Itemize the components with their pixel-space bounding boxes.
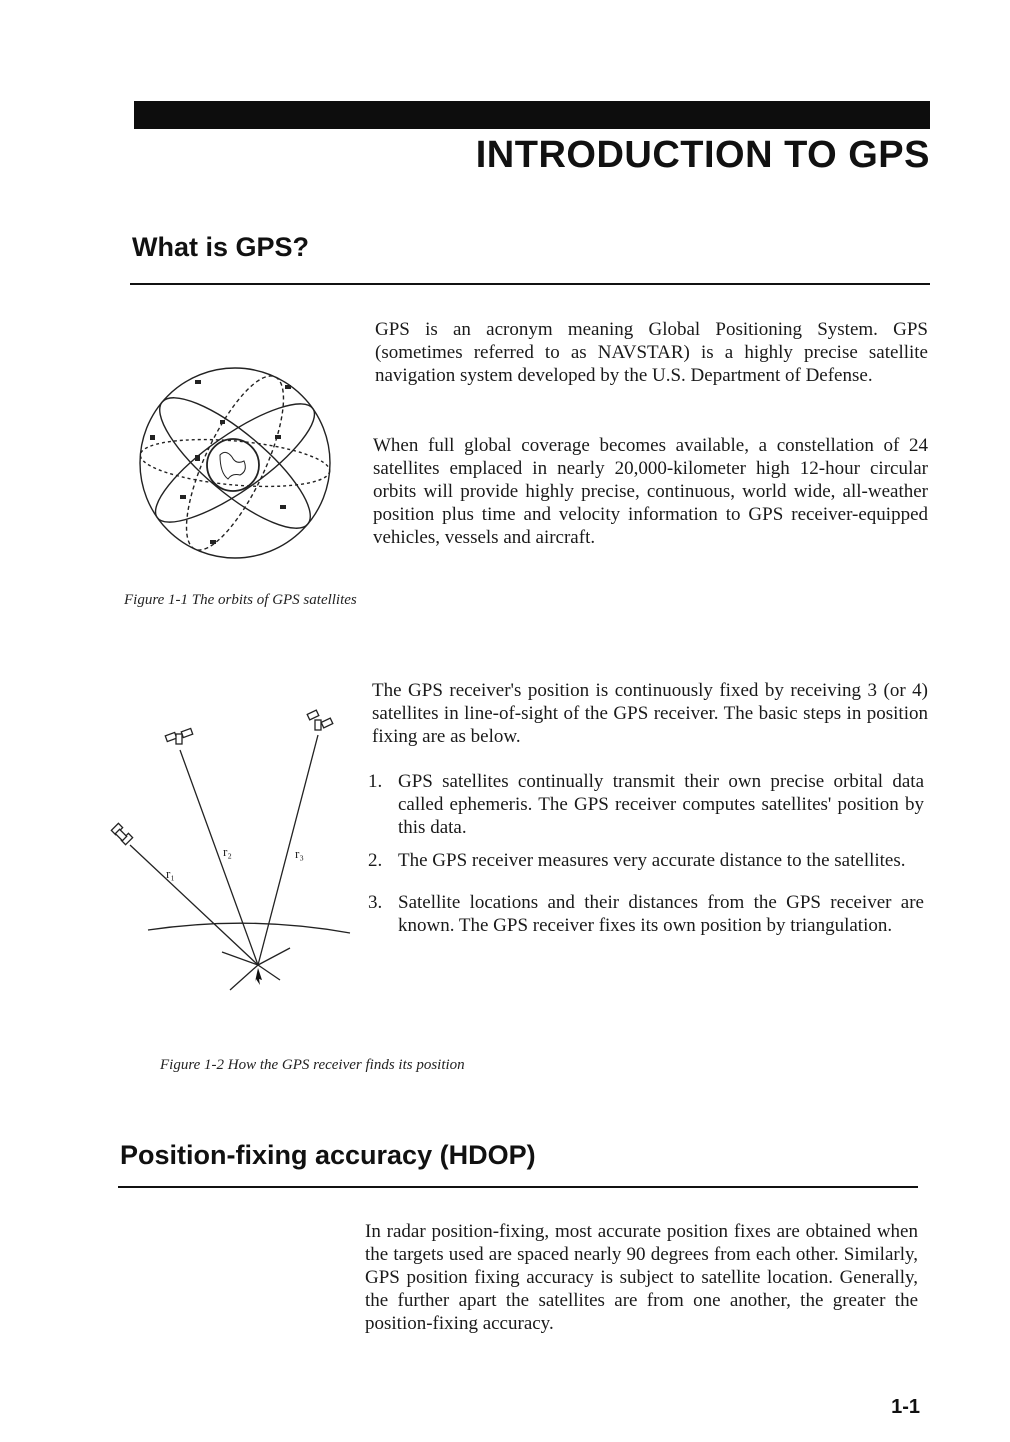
paragraph-global-coverage: When full global coverage becomes available, a constellation of 24 satellites emplaced in nearly 20,000-kilometer high 12-hour circular orbits will provide highly precise, continuous, world wide, all-weather position plus time and velocity information to GPS receiver-equipped vehicles, vessels and aircraft.	[373, 435, 928, 548]
list-item-number: 1.	[368, 771, 383, 792]
chapter-title: INTRODUCTION TO GPS	[475, 134, 930, 176]
earth-continent	[220, 452, 245, 479]
section-title-what-is-gps: What is GPS?	[132, 232, 310, 262]
satellite-icon	[275, 435, 281, 439]
section-title-hdop: Position-fixing accuracy (HDOP)	[120, 1140, 536, 1170]
earth-surface-arc	[148, 923, 350, 933]
satellite-icon	[285, 385, 291, 389]
label-r1: r₁	[166, 866, 175, 881]
satellite-icon	[195, 380, 201, 384]
list-item-number: 2.	[368, 850, 383, 871]
satellite-icon	[150, 435, 155, 440]
satellite-icon	[280, 505, 286, 509]
receiver-vessel-icon	[255, 968, 262, 985]
section-rule	[130, 283, 930, 285]
satellite-icon	[180, 495, 186, 499]
satellite-icon	[220, 420, 225, 424]
chapter-header-bar	[134, 101, 930, 129]
figure-1-2-caption: Figure 1-2 How the GPS receiver finds its position	[160, 1057, 465, 1073]
label-r2: r₂	[223, 844, 232, 859]
list-item-text: The GPS receiver measures very accurate distance to the satellites.	[398, 850, 906, 871]
orbit-ring-1	[141, 386, 329, 541]
figure-1-1-caption: Figure 1-1 The orbits of GPS satellites	[124, 592, 357, 608]
satellite-icon	[210, 540, 216, 544]
receiver-ray	[258, 965, 280, 980]
range-line-r3	[258, 735, 318, 965]
earth-globe	[207, 439, 259, 491]
list-item-text: Satellite locations and their distances from the GPS receiver are known. The GPS receiver fixes its own position by triangulation.	[398, 892, 924, 936]
satellite-icon	[111, 823, 132, 844]
list-item	[368, 770, 924, 839]
orbit-sphere	[140, 368, 330, 558]
list-item	[368, 891, 924, 937]
orbit-ring-4	[168, 364, 303, 562]
figure-gps-receiver-position	[100, 690, 360, 1010]
figure-orbits-of-gps-satellites	[125, 355, 345, 570]
paragraph-gps-acronym: GPS is an acronym meaning Global Positioning System. GPS (sometimes referred to as NAVSTAR) is a highly precise satellite navigation system developed by the U.S. Department of Defense.	[375, 319, 928, 386]
satellite-icon	[307, 710, 333, 730]
position-fixing-steps-list	[368, 770, 924, 937]
page-number: 1-1	[891, 1396, 920, 1418]
receiver-ray	[258, 948, 290, 965]
satellite-icon	[165, 728, 192, 744]
section-rule	[118, 1186, 918, 1188]
range-line-r2	[180, 750, 258, 965]
satellite-icon	[195, 455, 200, 461]
receiver-ray	[222, 952, 258, 965]
paragraph-hdop-accuracy: In radar position-fixing, most accurate position fixes are obtained when the targets used are spaced nearly 90 degrees from each other. Similarly, GPS position fixing accuracy is subject to satellite location. Generally, the further apart the satellites are from one another, the greater the position-fixing accuracy.	[365, 1221, 918, 1334]
paragraph-position-fixing: The GPS receiver's position is continuously fixed by receiving 3 (or 4) satellites in line-of-sight of the GPS receiver. The basic steps in position fixing are as below.	[372, 680, 928, 747]
receiver-ray	[230, 965, 258, 990]
list-item-text: GPS satellites continually transmit their own precise orbital data called ephemeris. The GPS receiver computes satellites' position by this data.	[398, 771, 924, 838]
range-line-r1	[130, 845, 258, 965]
orbit-ring-3	[138, 433, 331, 493]
label-r3: r₃	[295, 846, 304, 861]
list-item-number: 3.	[368, 892, 383, 913]
list-item	[368, 849, 924, 872]
